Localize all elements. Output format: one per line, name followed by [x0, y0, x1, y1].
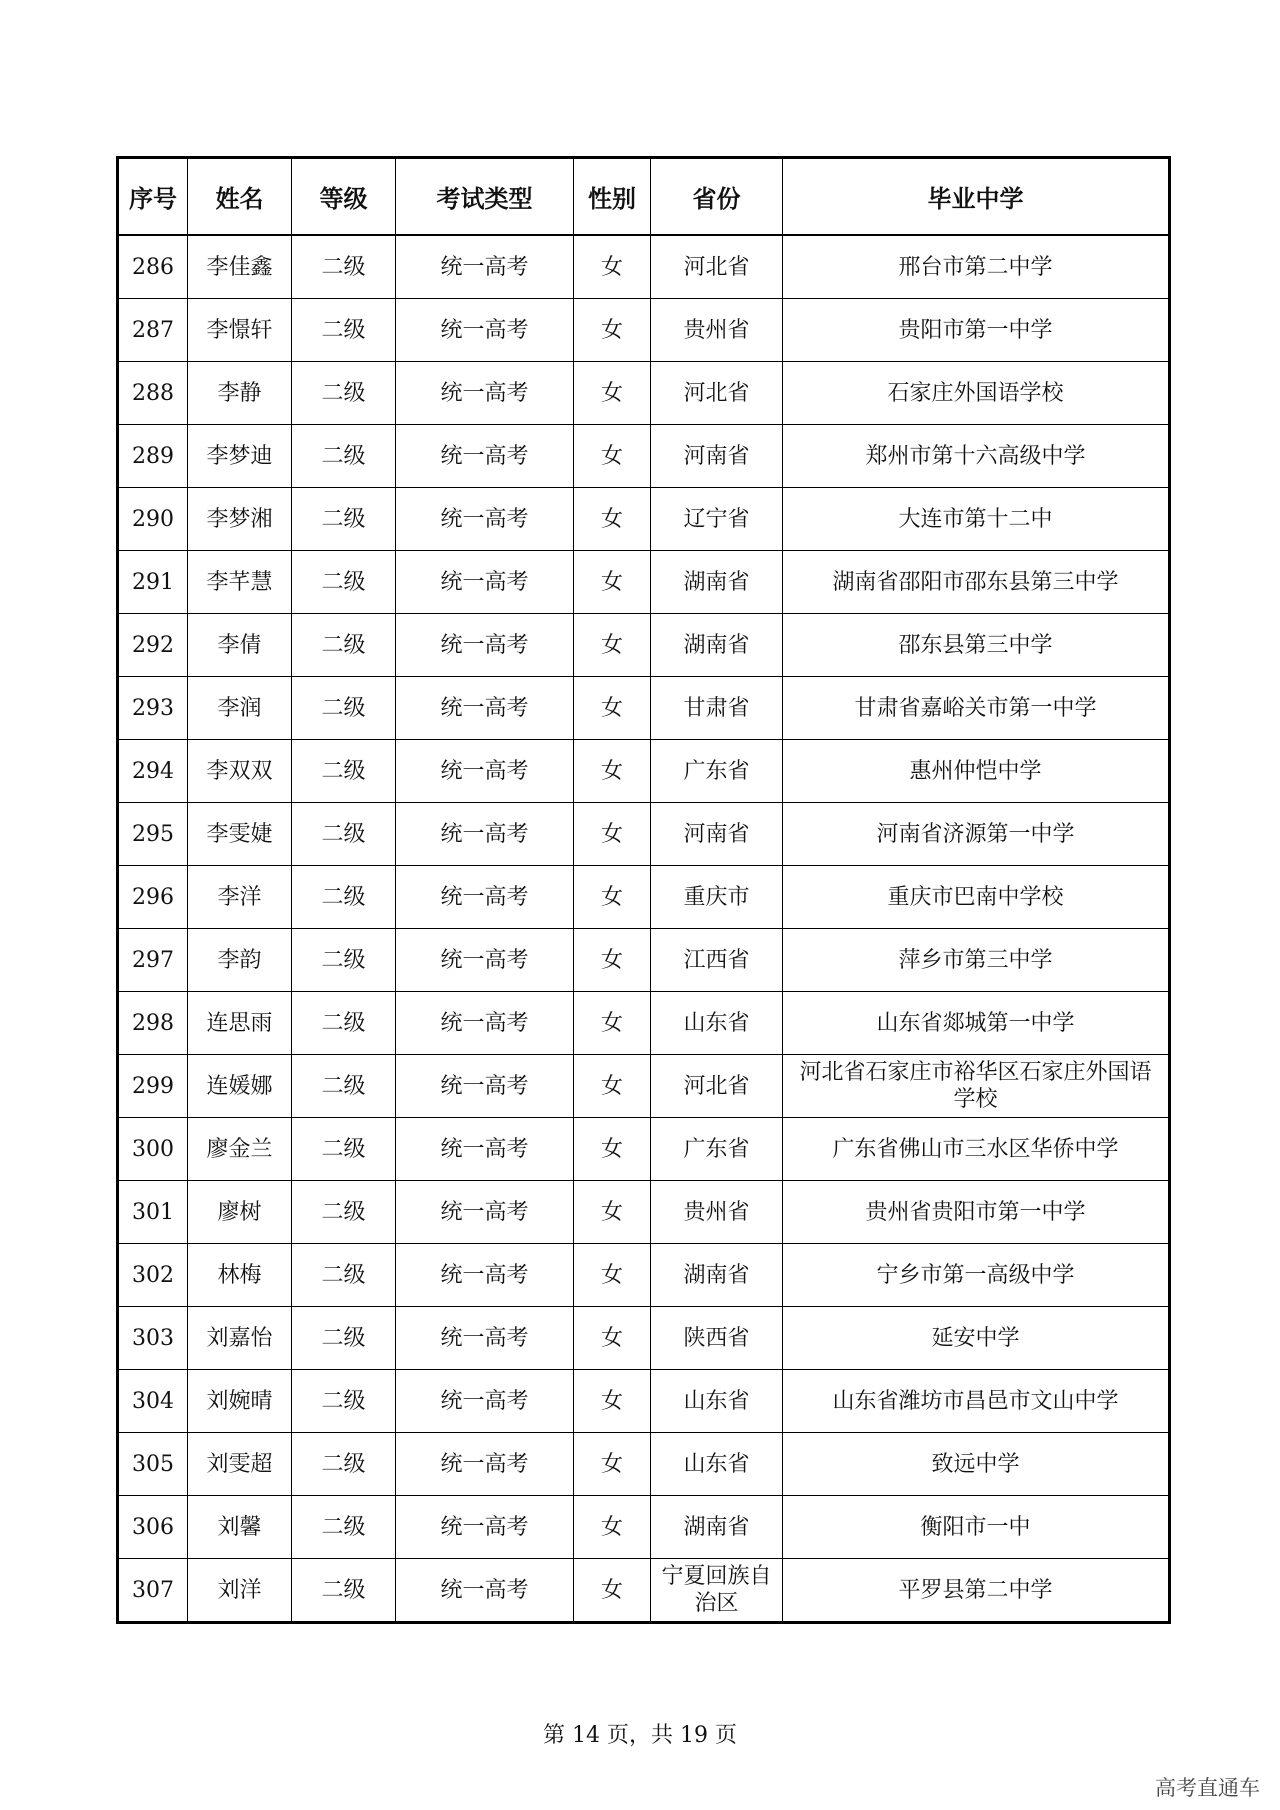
cell-gender: 女 [574, 1244, 651, 1307]
cell-school: 甘肃省嘉峪关市第一中学 [783, 677, 1170, 740]
cell-exam-type: 统一高考 [396, 992, 574, 1055]
cell-gender: 女 [574, 1496, 651, 1559]
table-row [118, 740, 1170, 803]
cell-serial: 299 [118, 1055, 188, 1118]
cell-province: 陕西省 [651, 1307, 783, 1370]
cell-name: 廖金兰 [188, 1118, 292, 1181]
cell-name: 刘雯超 [188, 1433, 292, 1496]
table-row [118, 992, 1170, 1055]
cell-province: 贵州省 [651, 299, 783, 362]
table-row [118, 803, 1170, 866]
cell-serial: 291 [118, 551, 188, 614]
cell-school: 衡阳市一中 [783, 1496, 1170, 1559]
table-row [118, 1370, 1170, 1433]
cell-province: 贵州省 [651, 1181, 783, 1244]
cell-level: 二级 [292, 1055, 396, 1118]
cell-gender: 女 [574, 1559, 651, 1623]
cell-exam-type: 统一高考 [396, 1496, 574, 1559]
cell-province: 甘肃省 [651, 677, 783, 740]
cell-serial: 289 [118, 425, 188, 488]
cell-level: 二级 [292, 614, 396, 677]
cell-exam-type: 统一高考 [396, 235, 574, 299]
cell-exam-type: 统一高考 [396, 551, 574, 614]
cell-name: 连媛娜 [188, 1055, 292, 1118]
cell-province: 广东省 [651, 1118, 783, 1181]
cell-serial: 293 [118, 677, 188, 740]
cell-school: 致远中学 [783, 1433, 1170, 1496]
cell-level: 二级 [292, 1307, 396, 1370]
cell-school: 邢台市第二中学 [783, 235, 1170, 299]
cell-serial: 290 [118, 488, 188, 551]
cell-level: 二级 [292, 1118, 396, 1181]
cell-gender: 女 [574, 1307, 651, 1370]
cell-gender: 女 [574, 235, 651, 299]
cell-school: 萍乡市第三中学 [783, 929, 1170, 992]
cell-gender: 女 [574, 803, 651, 866]
cell-serial: 303 [118, 1307, 188, 1370]
cell-serial: 294 [118, 740, 188, 803]
cell-gender: 女 [574, 551, 651, 614]
cell-exam-type: 统一高考 [396, 1055, 574, 1118]
cell-gender: 女 [574, 992, 651, 1055]
cell-gender: 女 [574, 1181, 651, 1244]
table-row [118, 1307, 1170, 1370]
cell-school: 邵东县第三中学 [783, 614, 1170, 677]
cell-school: 广东省佛山市三水区华侨中学 [783, 1118, 1170, 1181]
cell-serial: 298 [118, 992, 188, 1055]
cell-level: 二级 [292, 866, 396, 929]
cell-level: 二级 [292, 362, 396, 425]
cell-name: 李韵 [188, 929, 292, 992]
cell-name: 刘婉晴 [188, 1370, 292, 1433]
cell-province: 湖南省 [651, 551, 783, 614]
cell-name: 李梦湘 [188, 488, 292, 551]
cell-province: 河北省 [651, 1055, 783, 1118]
cell-name: 廖树 [188, 1181, 292, 1244]
table-row [118, 677, 1170, 740]
cell-exam-type: 统一高考 [396, 803, 574, 866]
cell-province: 重庆市 [651, 866, 783, 929]
cell-name: 李洋 [188, 866, 292, 929]
cell-gender: 女 [574, 1118, 651, 1181]
cell-province: 广东省 [651, 740, 783, 803]
cell-exam-type: 统一高考 [396, 1559, 574, 1623]
header-serial: 序号 [118, 158, 188, 236]
roster-table [116, 156, 1171, 1624]
cell-serial: 295 [118, 803, 188, 866]
roster-table-container [116, 156, 1168, 1624]
cell-level: 二级 [292, 1496, 396, 1559]
cell-serial: 307 [118, 1559, 188, 1623]
table-row [118, 1559, 1170, 1623]
cell-gender: 女 [574, 488, 651, 551]
cell-level: 二级 [292, 1433, 396, 1496]
cell-level: 二级 [292, 1181, 396, 1244]
cell-school: 山东省潍坊市昌邑市文山中学 [783, 1370, 1170, 1433]
cell-level: 二级 [292, 992, 396, 1055]
cell-serial: 300 [118, 1118, 188, 1181]
cell-school: 河南省济源第一中学 [783, 803, 1170, 866]
cell-province: 山东省 [651, 1433, 783, 1496]
cell-school: 延安中学 [783, 1307, 1170, 1370]
cell-exam-type: 统一高考 [396, 677, 574, 740]
cell-school: 湖南省邵阳市邵东县第三中学 [783, 551, 1170, 614]
cell-name: 刘嘉怡 [188, 1307, 292, 1370]
cell-exam-type: 统一高考 [396, 1181, 574, 1244]
table-row [118, 1433, 1170, 1496]
cell-exam-type: 统一高考 [396, 866, 574, 929]
cell-school: 平罗县第二中学 [783, 1559, 1170, 1623]
cell-name: 李倩 [188, 614, 292, 677]
cell-school: 宁乡市第一高级中学 [783, 1244, 1170, 1307]
cell-level: 二级 [292, 1370, 396, 1433]
table-row [118, 1118, 1170, 1181]
cell-province: 湖南省 [651, 614, 783, 677]
cell-school: 惠州仲恺中学 [783, 740, 1170, 803]
cell-name: 李雯婕 [188, 803, 292, 866]
cell-name: 李憬轩 [188, 299, 292, 362]
cell-serial: 287 [118, 299, 188, 362]
cell-school: 贵州省贵阳市第一中学 [783, 1181, 1170, 1244]
page-number-footer: 第 14 页，共 19 页 [543, 1723, 737, 1748]
cell-province: 山东省 [651, 992, 783, 1055]
cell-serial: 302 [118, 1244, 188, 1307]
cell-level: 二级 [292, 803, 396, 866]
cell-province: 河北省 [651, 362, 783, 425]
cell-school: 山东省郯城第一中学 [783, 992, 1170, 1055]
cell-gender: 女 [574, 362, 651, 425]
cell-name: 刘馨 [188, 1496, 292, 1559]
cell-serial: 286 [118, 235, 188, 299]
cell-name: 连思雨 [188, 992, 292, 1055]
table-row [118, 1181, 1170, 1244]
table-header-row [118, 158, 1170, 236]
table-row [118, 551, 1170, 614]
cell-school: 大连市第十二中 [783, 488, 1170, 551]
cell-name: 李双双 [188, 740, 292, 803]
table-row [118, 929, 1170, 992]
cell-level: 二级 [292, 551, 396, 614]
table-row [118, 1055, 1170, 1118]
cell-school: 贵阳市第一中学 [783, 299, 1170, 362]
table-row [118, 614, 1170, 677]
cell-exam-type: 统一高考 [396, 299, 574, 362]
table-row [118, 488, 1170, 551]
cell-exam-type: 统一高考 [396, 1307, 574, 1370]
cell-level: 二级 [292, 235, 396, 299]
cell-serial: 306 [118, 1496, 188, 1559]
cell-gender: 女 [574, 425, 651, 488]
cell-exam-type: 统一高考 [396, 740, 574, 803]
cell-exam-type: 统一高考 [396, 1433, 574, 1496]
cell-exam-type: 统一高考 [396, 1244, 574, 1307]
cell-gender: 女 [574, 1433, 651, 1496]
cell-name: 李润 [188, 677, 292, 740]
cell-serial: 288 [118, 362, 188, 425]
cell-serial: 296 [118, 866, 188, 929]
cell-province: 宁夏回族自治区 [651, 1559, 783, 1623]
cell-level: 二级 [292, 425, 396, 488]
cell-province: 辽宁省 [651, 488, 783, 551]
cell-exam-type: 统一高考 [396, 362, 574, 425]
cell-exam-type: 统一高考 [396, 1118, 574, 1181]
cell-province: 湖南省 [651, 1244, 783, 1307]
cell-gender: 女 [574, 866, 651, 929]
cell-school: 河北省石家庄市裕华区石家庄外国语学校 [783, 1055, 1170, 1118]
cell-school: 石家庄外国语学校 [783, 362, 1170, 425]
cell-gender: 女 [574, 614, 651, 677]
cell-gender: 女 [574, 299, 651, 362]
cell-school: 重庆市巴南中学校 [783, 866, 1170, 929]
cell-school: 郑州市第十六高级中学 [783, 425, 1170, 488]
cell-exam-type: 统一高考 [396, 929, 574, 992]
cell-exam-type: 统一高考 [396, 614, 574, 677]
table-row [118, 235, 1170, 299]
watermark-text: 高考直通车 [1155, 1776, 1260, 1800]
cell-level: 二级 [292, 1559, 396, 1623]
cell-serial: 297 [118, 929, 188, 992]
cell-gender: 女 [574, 677, 651, 740]
header-school: 毕业中学 [783, 158, 1170, 236]
cell-serial: 304 [118, 1370, 188, 1433]
cell-province: 江西省 [651, 929, 783, 992]
cell-name: 李静 [188, 362, 292, 425]
cell-gender: 女 [574, 1055, 651, 1118]
cell-exam-type: 统一高考 [396, 1370, 574, 1433]
header-province: 省份 [651, 158, 783, 236]
cell-province: 河南省 [651, 425, 783, 488]
cell-exam-type: 统一高考 [396, 425, 574, 488]
cell-serial: 292 [118, 614, 188, 677]
table-row [118, 1244, 1170, 1307]
cell-name: 刘洋 [188, 1559, 292, 1623]
header-gender: 性别 [574, 158, 651, 236]
cell-province: 河北省 [651, 235, 783, 299]
cell-serial: 301 [118, 1181, 188, 1244]
cell-level: 二级 [292, 740, 396, 803]
table-row [118, 362, 1170, 425]
cell-exam-type: 统一高考 [396, 488, 574, 551]
cell-level: 二级 [292, 929, 396, 992]
cell-level: 二级 [292, 488, 396, 551]
cell-province: 湖南省 [651, 1496, 783, 1559]
cell-province: 山东省 [651, 1370, 783, 1433]
cell-province: 河南省 [651, 803, 783, 866]
header-level: 等级 [292, 158, 396, 236]
cell-gender: 女 [574, 929, 651, 992]
roster-table-body [118, 235, 1170, 1623]
cell-level: 二级 [292, 1244, 396, 1307]
table-row [118, 866, 1170, 929]
cell-name: 林梅 [188, 1244, 292, 1307]
header-name: 姓名 [188, 158, 292, 236]
cell-serial: 305 [118, 1433, 188, 1496]
cell-name: 李梦迪 [188, 425, 292, 488]
cell-name: 李芊慧 [188, 551, 292, 614]
table-row [118, 1496, 1170, 1559]
cell-gender: 女 [574, 740, 651, 803]
header-exam-type: 考试类型 [396, 158, 574, 236]
cell-name: 李佳鑫 [188, 235, 292, 299]
table-row [118, 425, 1170, 488]
cell-level: 二级 [292, 299, 396, 362]
cell-gender: 女 [574, 1370, 651, 1433]
table-row [118, 299, 1170, 362]
cell-level: 二级 [292, 677, 396, 740]
